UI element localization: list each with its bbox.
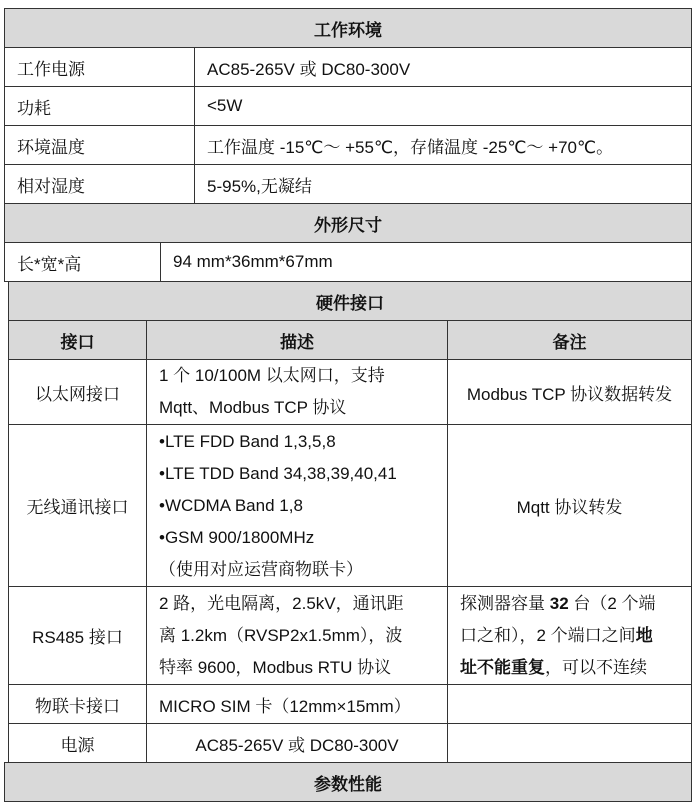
desc-line: •LTE TDD Band 34,38,39,40,41: [159, 463, 397, 483]
iface-name: 物联卡接口: [35, 696, 120, 716]
size-label-cell: [4, 242, 161, 282]
row-label: 工作电源: [17, 59, 85, 79]
row-value: 工作温度 -15℃～ +55℃，存储温度 -25℃～ +70℃。: [207, 137, 614, 157]
iface-name: RS485 接口: [32, 628, 123, 647]
desc-line: •WCDMA Band 1,8: [159, 495, 303, 515]
hw-desc-cell: [146, 684, 448, 724]
env-label-cell: [4, 164, 195, 204]
desc-line: 2 路，光电隔离，2.5kV，通讯距: [159, 593, 404, 613]
iface-name: 电源: [60, 735, 95, 755]
hw-note-cell: [447, 424, 692, 587]
note-text: 台（2 个端: [568, 593, 656, 613]
desc-line: 离 1.2km（RVSP2x1.5mm），波: [159, 625, 403, 645]
col-header-desc: [146, 320, 448, 360]
row-label: 环境温度: [17, 137, 85, 157]
row-value: 94 mm*36mm*67mm: [173, 252, 333, 271]
hw-iface-cell: [8, 586, 147, 685]
iface-name: 无线通讯接口: [26, 498, 129, 517]
note-line: [460, 620, 653, 652]
env-value-cell: [194, 125, 692, 165]
row-value: <5W: [207, 96, 243, 115]
desc-line: •GSM 900/1800MHz: [159, 527, 315, 547]
iface-name: 以太网接口: [35, 384, 120, 404]
hw-desc-cell: [146, 586, 448, 685]
hw-note-cell: [447, 684, 692, 724]
note-emphasis: 32: [549, 593, 569, 613]
row-value: 5-95%,无凝结: [207, 176, 312, 196]
hw-desc-cell: [146, 359, 448, 425]
col-header-label: 接口: [60, 332, 95, 352]
env-label-cell: [4, 86, 195, 126]
section-title: 外形尺寸: [314, 215, 382, 235]
note-line: [460, 588, 656, 620]
section-header-env: [4, 8, 692, 48]
col-header-iface: [8, 320, 147, 360]
hw-iface-cell: [8, 723, 147, 763]
env-label-cell: [4, 47, 195, 87]
note-text: 口之和），2 个端口之间: [460, 625, 636, 645]
hw-iface-cell: [8, 684, 147, 724]
env-value-cell: [194, 164, 692, 204]
desc-line: •LTE FDD Band 1,3,5,8: [159, 431, 336, 451]
desc-line: （使用对应运营商物联卡）: [159, 559, 363, 579]
env-value-cell: [194, 47, 692, 87]
desc-line: Mqtt、Modbus TCP 协议: [159, 398, 347, 417]
hw-desc-cell: [146, 723, 448, 763]
row-label: 长*宽*高: [17, 254, 82, 274]
note-text: ，可以不连续: [545, 657, 647, 677]
desc-line: 特率 9600，Modbus RTU 协议: [159, 657, 392, 677]
col-header-note: [447, 320, 692, 360]
hw-desc-cell: [146, 424, 448, 587]
section-header-size: [4, 203, 692, 243]
note-text: Modbus TCP 协议数据转发: [466, 384, 673, 404]
col-header-label: 备注: [552, 332, 587, 352]
note-text: 探测器容量: [460, 593, 550, 613]
size-value-cell: [160, 242, 692, 282]
hw-iface-cell: [8, 359, 147, 425]
note-line: [460, 652, 647, 684]
note-emphasis: 址不能重复: [460, 657, 545, 677]
section-title: 工作环境: [314, 20, 382, 40]
env-value-cell: [194, 86, 692, 126]
row-label: 功耗: [17, 98, 51, 118]
desc-line: AC85-265V 或 DC80-300V: [195, 735, 399, 755]
row-label: 相对湿度: [17, 176, 85, 196]
row-value: AC85-265V 或 DC80-300V: [207, 59, 411, 79]
desc-line: MICRO SIM 卡（12mm×15mm）: [159, 696, 411, 716]
desc-line: 1 个 10/100M 以太网口，支持: [159, 366, 385, 385]
section-title: 硬件接口: [316, 293, 384, 313]
hw-iface-cell: [8, 424, 147, 587]
section-header-hw: [8, 281, 692, 321]
note-text: Mqtt 协议转发: [516, 498, 623, 517]
hw-note-cell: [447, 723, 692, 763]
hw-note-cell: [447, 586, 692, 685]
section-header-perf: [4, 762, 692, 802]
section-title: 参数性能: [314, 774, 382, 794]
col-header-label: 描述: [280, 332, 314, 352]
env-label-cell: [4, 125, 195, 165]
note-emphasis: 地: [635, 625, 653, 645]
hw-note-cell: [447, 359, 692, 425]
